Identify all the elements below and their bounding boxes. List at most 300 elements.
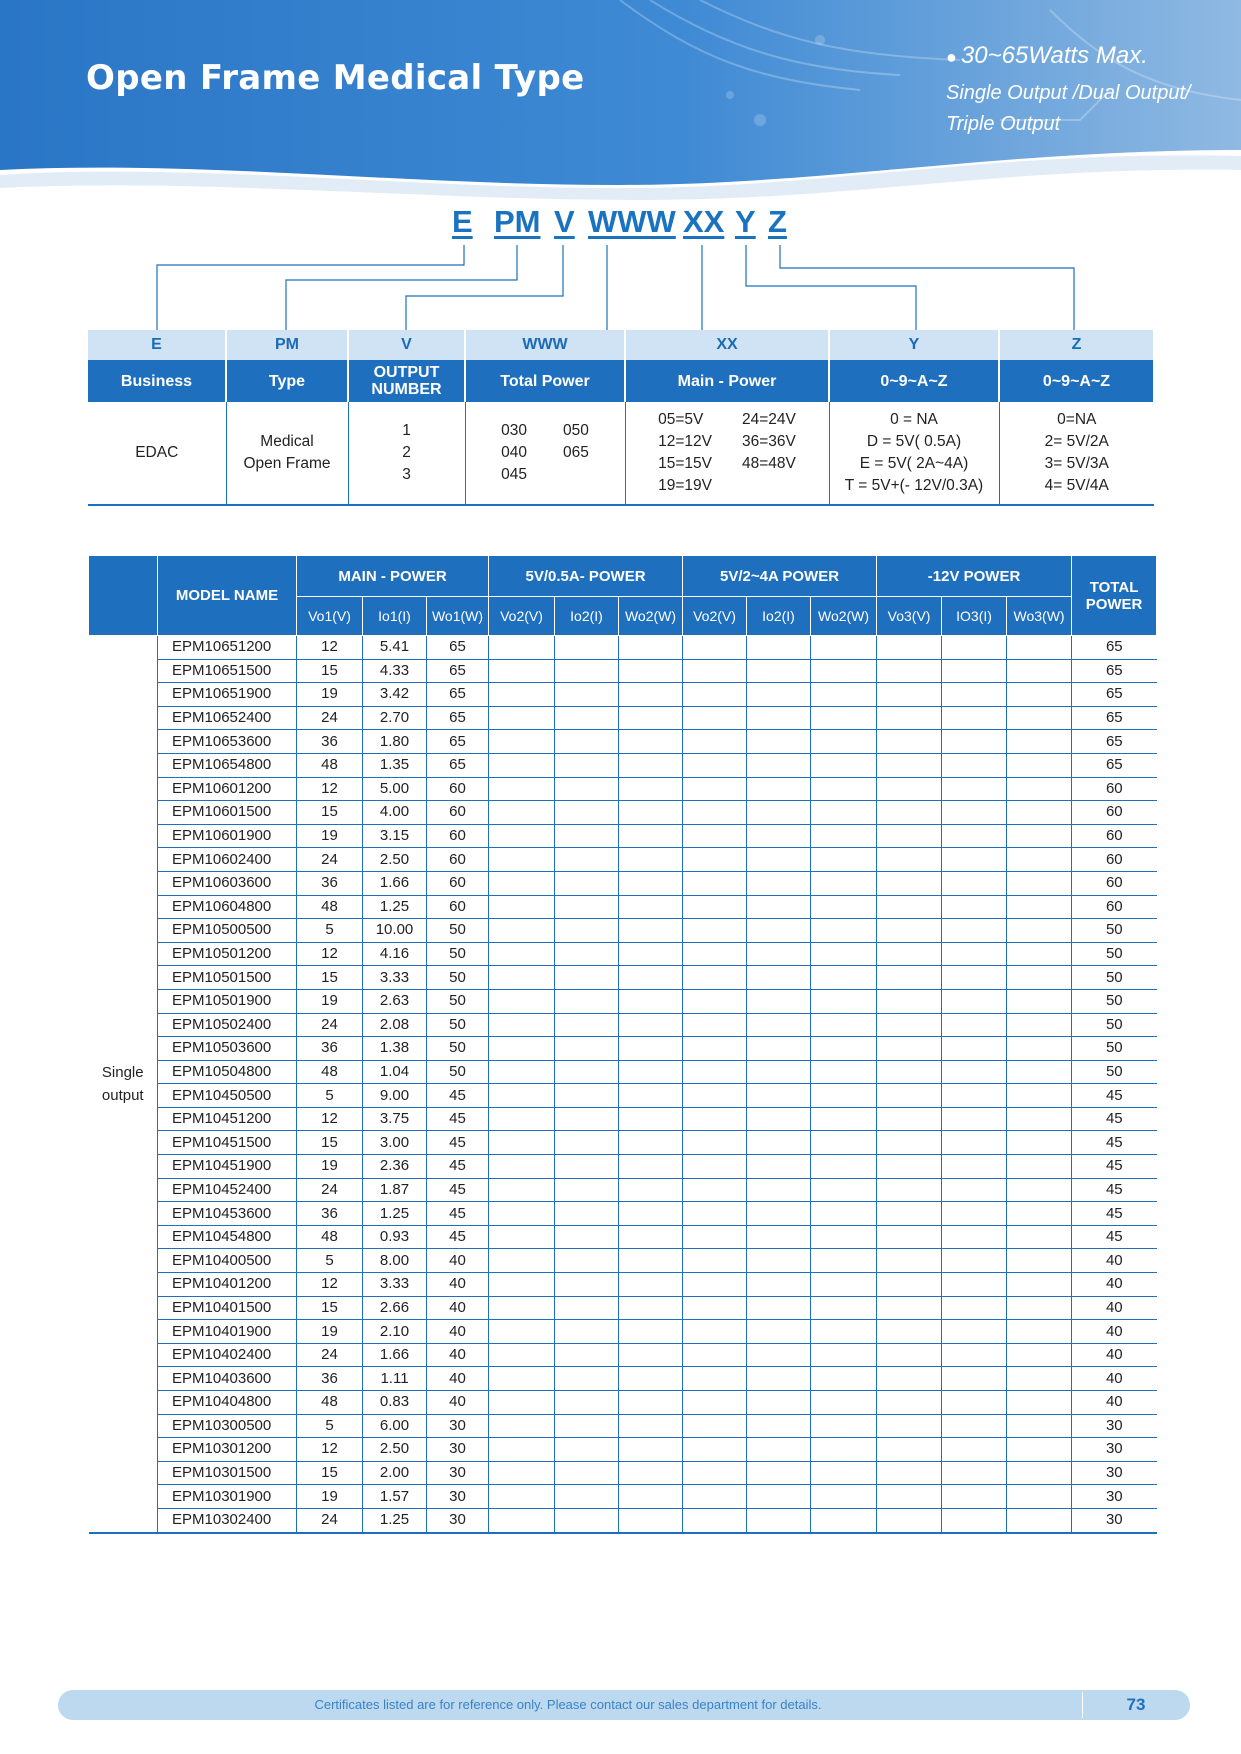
z-values: [999, 402, 1154, 505]
total-power-cell: 60: [1072, 848, 1157, 872]
wo1-cell: 40: [427, 1367, 489, 1391]
io1-cell: 1.25: [363, 1508, 427, 1532]
empty-cell: [942, 801, 1007, 825]
empty-cell: [811, 871, 877, 895]
empty-cell: [683, 1084, 747, 1108]
empty-cell: [1007, 1013, 1072, 1037]
value-line: EDAC: [135, 444, 179, 461]
empty-cell: [747, 989, 811, 1013]
empty-cell: [683, 801, 747, 825]
empty-cell: [489, 871, 555, 895]
empty-cell: [1007, 1131, 1072, 1155]
vo1-cell: 36: [297, 871, 363, 895]
empty-cell: [619, 989, 683, 1013]
empty-cell: [1007, 966, 1072, 990]
io1-cell: 1.80: [363, 730, 427, 754]
io1-cell: 3.42: [363, 683, 427, 707]
empty-cell: [811, 1084, 877, 1108]
empty-cell: [489, 848, 555, 872]
table-row: [89, 942, 1157, 966]
table-row: [89, 1249, 1157, 1273]
io1-cell: 2.70: [363, 706, 427, 730]
empty-cell: [555, 1060, 619, 1084]
io1-cell: 2.08: [363, 1013, 427, 1037]
heading-total-power: Total Power: [465, 360, 625, 402]
table-row: [89, 1202, 1157, 1226]
empty-cell: [747, 1438, 811, 1462]
empty-cell: [942, 1202, 1007, 1226]
value-line: 12=12V: [658, 433, 712, 450]
empty-cell: [619, 1414, 683, 1438]
empty-cell: [877, 1155, 942, 1179]
y-values: [829, 402, 999, 505]
empty-cell: [555, 1084, 619, 1108]
empty-cell: [877, 1037, 942, 1061]
total-power-cell: 65: [1072, 753, 1157, 777]
empty-cell: [747, 683, 811, 707]
model-name-cell: EPM10603600: [158, 871, 297, 895]
model-name-cell: EPM10452400: [158, 1178, 297, 1202]
empty-cell: [555, 824, 619, 848]
value-line: 1: [402, 422, 411, 439]
empty-cell: [489, 942, 555, 966]
empty-cell: [877, 1320, 942, 1344]
vo1-cell: 12: [297, 1438, 363, 1462]
empty-cell: [1007, 824, 1072, 848]
empty-cell: [811, 1107, 877, 1131]
empty-cell: [683, 989, 747, 1013]
model-name-cell: EPM10401900: [158, 1320, 297, 1344]
code-headings-row: [88, 360, 1154, 402]
value-line: 045: [501, 466, 527, 483]
empty-cell: [683, 1414, 747, 1438]
table-row: [89, 753, 1157, 777]
total-power-cell: 45: [1072, 1084, 1157, 1108]
table-row: [89, 1367, 1157, 1391]
table-row: [89, 1060, 1157, 1084]
table-row: [89, 1131, 1157, 1155]
code-letter-xx: XX: [683, 204, 725, 239]
wo1-cell: 65: [427, 636, 489, 660]
empty-cell: [747, 942, 811, 966]
model-name-cell: EPM10450500: [158, 1084, 297, 1108]
io1-cell: 1.25: [363, 1202, 427, 1226]
empty-cell: [811, 848, 877, 872]
empty-cell: [747, 1273, 811, 1297]
empty-cell: [683, 1013, 747, 1037]
empty-cell: [877, 636, 942, 660]
table-row: [89, 1178, 1157, 1202]
empty-cell: [619, 1438, 683, 1462]
empty-cell: [489, 966, 555, 990]
empty-cell: [877, 801, 942, 825]
empty-cell: [619, 706, 683, 730]
total-power-cell: 50: [1072, 1060, 1157, 1084]
empty-cell: [619, 801, 683, 825]
wo1-cell: 60: [427, 895, 489, 919]
vo1-cell: 15: [297, 1461, 363, 1485]
empty-cell: [555, 1485, 619, 1509]
header-minus12v-power: -12V POWER: [877, 556, 1072, 597]
table-row: [89, 1343, 1157, 1367]
subheader-cell: Vo2(V): [489, 597, 555, 636]
empty-cell: [555, 919, 619, 943]
vo1-cell: 36: [297, 1202, 363, 1226]
footer-note: Certificates listed are for reference only. Please contact our sales department for details.: [314, 1697, 822, 1712]
total-power-cell: 65: [1072, 636, 1157, 660]
empty-cell: [747, 801, 811, 825]
empty-cell: [1007, 1037, 1072, 1061]
empty-cell: [811, 989, 877, 1013]
header-total-power: TOTAL POWER: [1072, 556, 1157, 636]
empty-cell: [683, 1273, 747, 1297]
empty-cell: [489, 1485, 555, 1509]
empty-cell: [555, 801, 619, 825]
vo1-cell: 5: [297, 919, 363, 943]
total-power-cell: 40: [1072, 1296, 1157, 1320]
io1-cell: 0.83: [363, 1391, 427, 1415]
model-name-cell: EPM10451500: [158, 1131, 297, 1155]
wo1-cell: 50: [427, 1013, 489, 1037]
table-row: [89, 1485, 1157, 1509]
empty-cell: [555, 1367, 619, 1391]
empty-cell: [619, 871, 683, 895]
empty-cell: [811, 1037, 877, 1061]
heading-output-number: OUTPUT NUMBER: [348, 360, 465, 402]
empty-cell: [555, 1343, 619, 1367]
code-letter-e: E: [452, 204, 473, 239]
total-power-cell: 40: [1072, 1273, 1157, 1297]
empty-cell: [555, 848, 619, 872]
empty-cell: [877, 1391, 942, 1415]
empty-cell: [811, 1202, 877, 1226]
io1-cell: 2.10: [363, 1320, 427, 1344]
total-power-cell: 50: [1072, 989, 1157, 1013]
empty-cell: [747, 966, 811, 990]
total-power-cell: 40: [1072, 1367, 1157, 1391]
total-power-cell: 65: [1072, 706, 1157, 730]
wo1-cell: 40: [427, 1343, 489, 1367]
empty-cell: [877, 1485, 942, 1509]
empty-cell: [555, 683, 619, 707]
vo1-cell: 48: [297, 1225, 363, 1249]
empty-cell: [683, 1485, 747, 1509]
table-row: [89, 1037, 1157, 1061]
empty-cell: [489, 706, 555, 730]
spec-output-line2: Triple Output: [946, 113, 1061, 135]
empty-cell: [619, 659, 683, 683]
wo1-cell: 45: [427, 1107, 489, 1131]
io1-cell: 4.16: [363, 942, 427, 966]
model-name-cell: EPM10501900: [158, 989, 297, 1013]
io1-cell: 9.00: [363, 1084, 427, 1108]
wo1-cell: 50: [427, 966, 489, 990]
empty-cell: [683, 919, 747, 943]
value-line: 3: [402, 466, 411, 483]
empty-cell: [877, 1273, 942, 1297]
subheader-cell: Io2(I): [747, 597, 811, 636]
empty-cell: [683, 659, 747, 683]
io1-cell: 1.87: [363, 1178, 427, 1202]
wo1-cell: 60: [427, 801, 489, 825]
empty-cell: [747, 1013, 811, 1037]
io1-cell: 3.33: [363, 966, 427, 990]
empty-cell: [942, 659, 1007, 683]
empty-cell: [942, 1391, 1007, 1415]
wo1-cell: 65: [427, 753, 489, 777]
empty-cell: [811, 1485, 877, 1509]
io1-cell: 2.50: [363, 1438, 427, 1462]
empty-cell: [555, 1155, 619, 1179]
empty-cell: [619, 1155, 683, 1179]
empty-cell: [683, 824, 747, 848]
model-name-cell: EPM10301900: [158, 1485, 297, 1509]
empty-cell: [683, 706, 747, 730]
total-power-cell: 45: [1072, 1225, 1157, 1249]
empty-cell: [619, 1131, 683, 1155]
wo1-cell: 60: [427, 824, 489, 848]
empty-cell: [683, 683, 747, 707]
vo1-cell: 36: [297, 1037, 363, 1061]
empty-cell: [1007, 1320, 1072, 1344]
table-row: [89, 1391, 1157, 1415]
empty-cell: [619, 1508, 683, 1532]
wo1-cell: 60: [427, 871, 489, 895]
code-letter-v: V: [554, 204, 575, 239]
table-row: [89, 919, 1157, 943]
empty-cell: [619, 636, 683, 660]
vo1-cell: 19: [297, 1320, 363, 1344]
table-row: [89, 636, 1157, 660]
model-name-cell: EPM10652400: [158, 706, 297, 730]
empty-cell: [619, 1037, 683, 1061]
empty-cell: [555, 777, 619, 801]
vo1-cell: 15: [297, 1296, 363, 1320]
subheader-cell: Vo3(V): [877, 597, 942, 636]
footer-divider: [1082, 1692, 1083, 1718]
wo1-cell: 30: [427, 1414, 489, 1438]
empty-cell: [1007, 753, 1072, 777]
spec-output-line1: Single Output /Dual Output/: [946, 82, 1191, 104]
vo1-cell: 48: [297, 895, 363, 919]
io1-cell: 0.93: [363, 1225, 427, 1249]
code-explanation-table: [88, 330, 1155, 506]
empty-cell: [811, 1320, 877, 1344]
empty-cell: [619, 753, 683, 777]
wo1-cell: 30: [427, 1485, 489, 1509]
empty-cell: [942, 1273, 1007, 1297]
wo1-cell: 50: [427, 919, 489, 943]
empty-cell: [489, 636, 555, 660]
total-power-cell: 60: [1072, 871, 1157, 895]
model-name-cell: EPM10400500: [158, 1249, 297, 1273]
wo1-cell: 40: [427, 1391, 489, 1415]
empty-cell: [489, 989, 555, 1013]
empty-cell: [811, 1131, 877, 1155]
empty-cell: [811, 777, 877, 801]
total-power-cell: 50: [1072, 1037, 1157, 1061]
empty-cell: [619, 919, 683, 943]
total-power-cell: 45: [1072, 1107, 1157, 1131]
io1-cell: 3.15: [363, 824, 427, 848]
empty-cell: [811, 1414, 877, 1438]
empty-cell: [811, 659, 877, 683]
empty-cell: [877, 848, 942, 872]
heading-y: 0~9~A~Z: [829, 360, 999, 402]
table-header-row: [89, 556, 1157, 597]
model-name-cell: EPM10454800: [158, 1225, 297, 1249]
value-line: D = 5V( 0.5A): [866, 433, 962, 450]
wo1-cell: 45: [427, 1202, 489, 1226]
empty-cell: [619, 1178, 683, 1202]
empty-cell: [1007, 919, 1072, 943]
empty-cell: [811, 966, 877, 990]
empty-cell: [683, 942, 747, 966]
empty-cell: [942, 1178, 1007, 1202]
io1-cell: 1.38: [363, 1037, 427, 1061]
empty-cell: [489, 1107, 555, 1131]
wo1-cell: 60: [427, 777, 489, 801]
heading-main-power: Main - Power: [625, 360, 829, 402]
table-row: [89, 848, 1157, 872]
page-number: 73: [1126, 1695, 1146, 1714]
value-line: 4= 5V/4A: [1044, 477, 1109, 494]
empty-cell: [942, 1249, 1007, 1273]
empty-cell: [555, 1013, 619, 1037]
model-name-cell: EPM10604800: [158, 895, 297, 919]
empty-cell: [683, 1391, 747, 1415]
empty-cell: [811, 1273, 877, 1297]
model-name-cell: EPM10503600: [158, 1037, 297, 1061]
page-title: Open Frame Medical Type: [86, 58, 585, 98]
empty-cell: [1007, 1461, 1072, 1485]
empty-cell: [1007, 801, 1072, 825]
empty-cell: [555, 753, 619, 777]
empty-cell: [1007, 683, 1072, 707]
model-name-cell: EPM10403600: [158, 1367, 297, 1391]
io1-cell: 4.00: [363, 801, 427, 825]
vo1-cell: 12: [297, 1107, 363, 1131]
vo1-cell: 15: [297, 966, 363, 990]
empty-cell: [747, 1107, 811, 1131]
vo1-cell: 5: [297, 1249, 363, 1273]
empty-cell: [619, 730, 683, 754]
empty-cell: [747, 1060, 811, 1084]
wo1-cell: 30: [427, 1461, 489, 1485]
empty-cell: [1007, 942, 1072, 966]
empty-cell: [942, 683, 1007, 707]
empty-cell: [877, 989, 942, 1013]
empty-cell: [747, 895, 811, 919]
empty-cell: [555, 730, 619, 754]
code-letter-cell: WWW: [465, 330, 625, 360]
empty-cell: [683, 1508, 747, 1532]
io1-cell: 1.25: [363, 895, 427, 919]
empty-cell: [489, 1037, 555, 1061]
empty-cell: [942, 1037, 1007, 1061]
empty-cell: [1007, 659, 1072, 683]
empty-cell: [489, 824, 555, 848]
empty-cell: [811, 824, 877, 848]
vo1-cell: 48: [297, 1391, 363, 1415]
empty-cell: [811, 1391, 877, 1415]
table-row: [89, 1155, 1157, 1179]
empty-cell: [877, 1296, 942, 1320]
io1-cell: 2.36: [363, 1155, 427, 1179]
io1-cell: 10.00: [363, 919, 427, 943]
empty-cell: [942, 895, 1007, 919]
empty-cell: [942, 871, 1007, 895]
empty-cell: [619, 848, 683, 872]
empty-cell: [811, 753, 877, 777]
io1-cell: 1.35: [363, 753, 427, 777]
empty-cell: [942, 1131, 1007, 1155]
empty-cell: [811, 1343, 877, 1367]
vo1-cell: 19: [297, 683, 363, 707]
wo1-cell: 45: [427, 1178, 489, 1202]
empty-cell: [942, 706, 1007, 730]
model-name-cell: EPM10602400: [158, 848, 297, 872]
subheader-cell: IO3(I): [942, 597, 1007, 636]
io1-cell: 3.75: [363, 1107, 427, 1131]
empty-cell: [683, 1438, 747, 1462]
empty-cell: [1007, 1508, 1072, 1532]
total-power-cell: 65: [1072, 683, 1157, 707]
io1-cell: 1.66: [363, 871, 427, 895]
empty-cell: [942, 1296, 1007, 1320]
wo1-cell: 60: [427, 848, 489, 872]
model-name-cell: EPM10301500: [158, 1461, 297, 1485]
io1-cell: 1.04: [363, 1060, 427, 1084]
output-number-values: [348, 402, 465, 505]
business-values: [88, 402, 226, 505]
empty-cell: [877, 683, 942, 707]
model-name-cell: EPM10302400: [158, 1508, 297, 1532]
code-letter-cell: V: [348, 330, 465, 360]
empty-cell: [555, 1131, 619, 1155]
model-name-cell: EPM10502400: [158, 1013, 297, 1037]
empty-cell: [555, 1508, 619, 1532]
model-name-cell: EPM10451900: [158, 1155, 297, 1179]
total-power-cell: 40: [1072, 1249, 1157, 1273]
empty-cell: [942, 730, 1007, 754]
empty-cell: [747, 1084, 811, 1108]
model-name-cell: EPM10601900: [158, 824, 297, 848]
empty-cell: [877, 1461, 942, 1485]
vo1-cell: 36: [297, 730, 363, 754]
vo1-cell: 48: [297, 753, 363, 777]
table-row: [89, 1084, 1157, 1108]
model-name-cell: EPM10404800: [158, 1391, 297, 1415]
empty-cell: [1007, 1438, 1072, 1462]
vo1-cell: 12: [297, 1273, 363, 1297]
empty-cell: [1007, 1225, 1072, 1249]
empty-cell: [877, 1202, 942, 1226]
empty-cell: [555, 1249, 619, 1273]
vo1-cell: 15: [297, 659, 363, 683]
empty-cell: [489, 1131, 555, 1155]
empty-cell: [811, 730, 877, 754]
value-line: 2: [402, 444, 411, 461]
empty-cell: [877, 777, 942, 801]
empty-cell: [747, 1343, 811, 1367]
total-power-cell: 50: [1072, 919, 1157, 943]
vo1-cell: 19: [297, 824, 363, 848]
subheader-cell: Vo2(V): [683, 597, 747, 636]
main-power-values: [625, 402, 829, 505]
model-name-cell: EPM10504800: [158, 1060, 297, 1084]
empty-cell: [747, 730, 811, 754]
